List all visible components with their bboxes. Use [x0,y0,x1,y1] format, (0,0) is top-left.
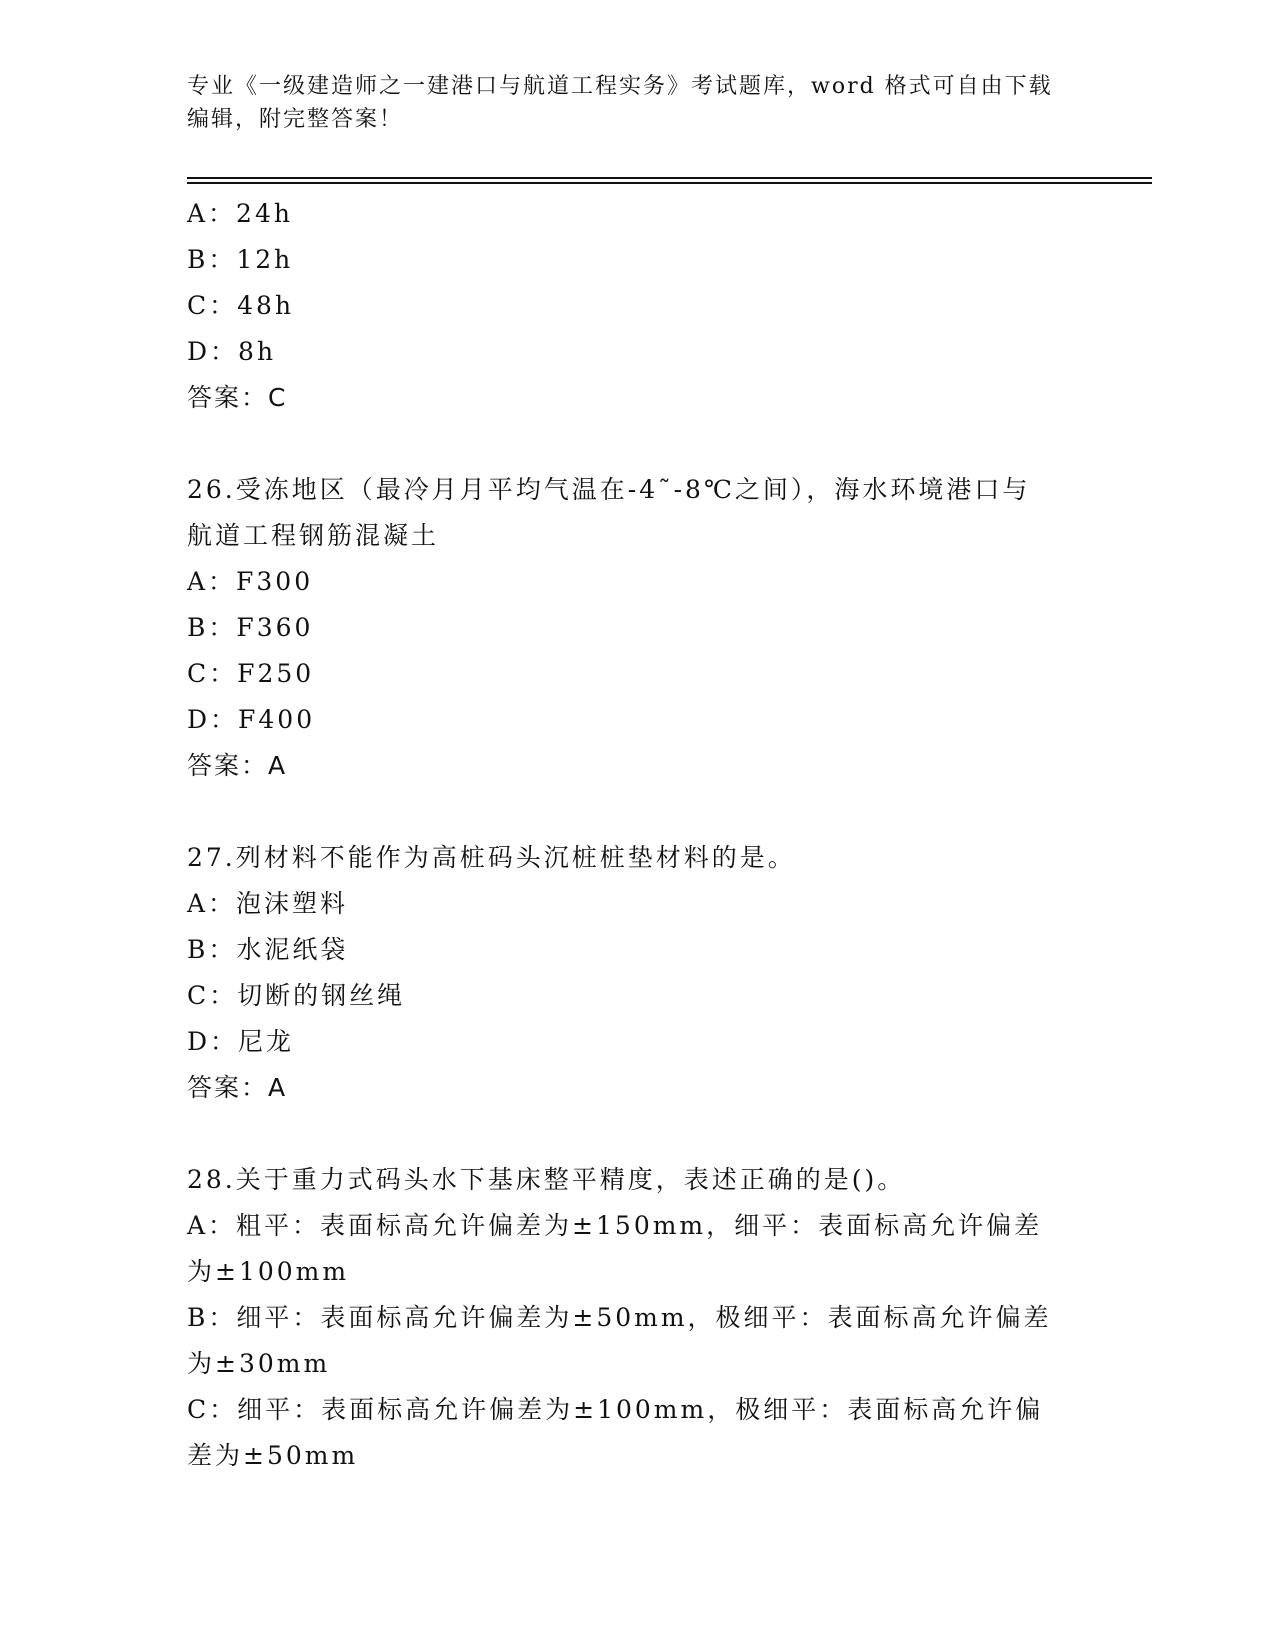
answer-line: 答案：A [187,1073,288,1102]
option-d: D：F400 [187,705,316,734]
option-b: B：F360 [187,613,314,642]
option-a: A：24h [187,199,293,228]
option-a: A：粗平：表面标高允许偏差为±150mm，细平：表面标高允许偏差为±100mm [187,1211,1043,1286]
question-block [187,1157,1087,1479]
option-c: C：细平：表面标高允许偏差为±100mm，极细平：表面标高允许偏差为±50mm [187,1395,1044,1470]
question-text: 26.受冻地区（最冷月月平均气温在-4˜-8℃之间），海水环境港口与航道工程钢筋混凝土 [187,475,1031,550]
option-b: B：12h [187,245,294,274]
document-header: 专业《一级建造师之一建港口与航道工程实务》考试题库，word 格式可自由下载编辑，附完整答案！ [187,74,1053,132]
question-block [187,467,1087,789]
option-b: B：水泥纸袋 [187,935,349,964]
question-block [187,191,1087,421]
option-b: B：细平：表面标高允许偏差为±50mm，极细平：表面标高允许偏差为±30mm [187,1303,1052,1378]
answer-line: 答案：C [187,383,288,412]
question-list [187,191,1087,1479]
option-c: C：48h [187,291,295,320]
question-text: 27.列材料不能作为高桩码头沉桩桩垫材料的是。 [187,843,796,872]
option-d: D：尼龙 [187,1027,295,1056]
option-d: D：8h [187,337,277,366]
option-c: C：F250 [187,659,315,688]
option-a: A：F300 [187,567,314,596]
question-text: 28.关于重力式码头水下基床整平精度，表述正确的是()。 [187,1165,906,1194]
question-block [187,835,1087,1111]
header-rule-bottom [187,182,1152,184]
answer-line: 答案：A [187,751,288,780]
option-c: C：切断的钢丝绳 [187,981,406,1010]
header-rule-top [187,177,1152,179]
option-a: A：泡沫塑料 [187,889,349,918]
